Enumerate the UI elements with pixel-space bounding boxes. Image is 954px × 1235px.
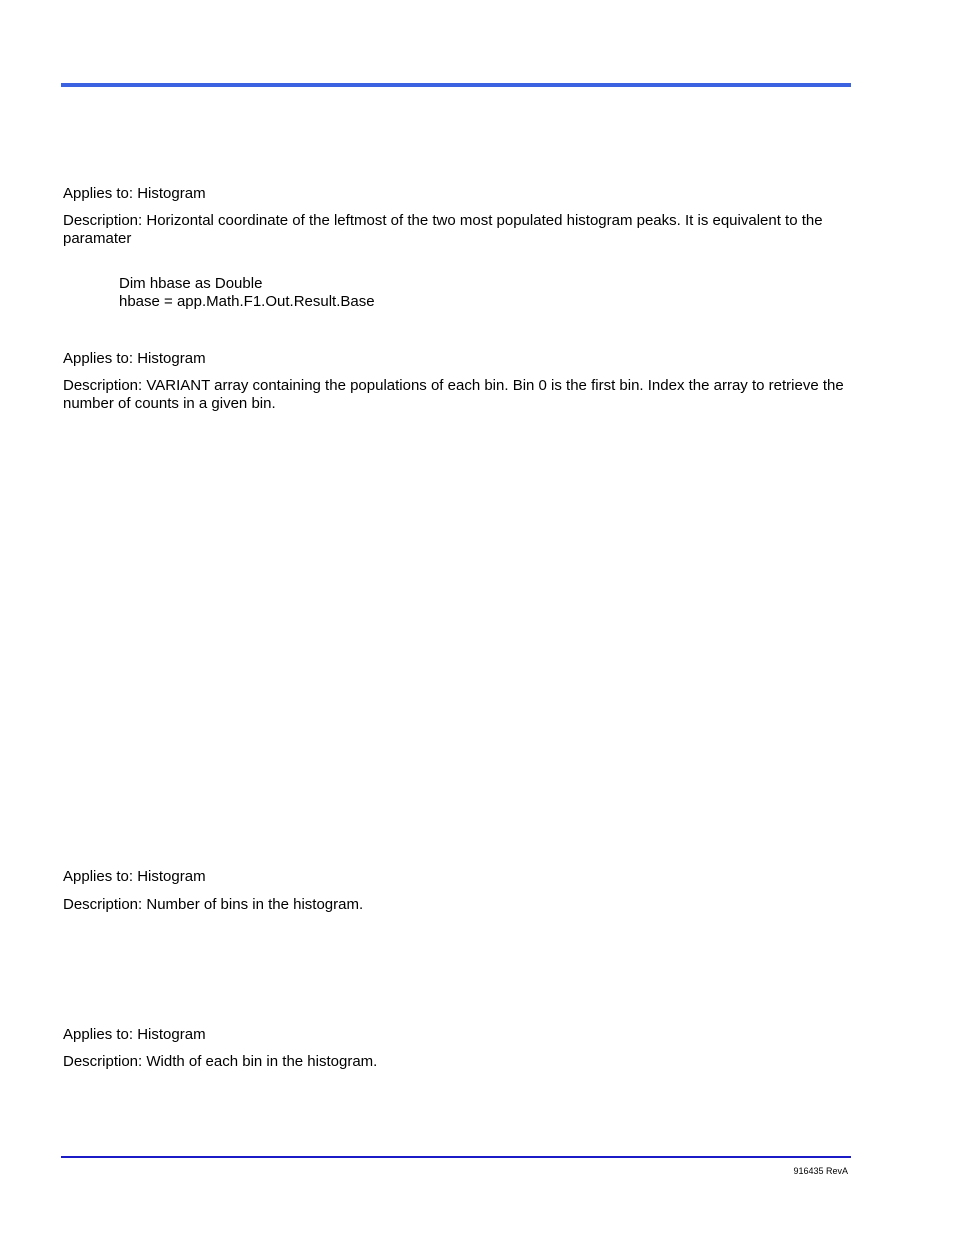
applies-to-label: Applies to: Histogram: [63, 1026, 206, 1043]
description-text: Description: Width of each bin in the histogram.: [63, 1053, 378, 1070]
code-line: Dim hbase as Double: [119, 275, 263, 292]
description-text: Description: Number of bins in the histogram.: [63, 896, 364, 913]
description-text: Description: VARIANT array containing the populations of each bin. Bin 0 is the first bin. Index the array to retrieve the number of counts in a given bin.: [63, 377, 844, 412]
header-rule: [61, 83, 851, 87]
applies-to-label: Applies to: Histogram: [63, 185, 206, 202]
description-text: Description: Horizontal coordinate of the leftmost of the two most populated histogram peaks. It is equivalent to the paramater: [63, 212, 823, 247]
footer-rule: [61, 1156, 851, 1158]
document-number: 916435 RevA: [793, 1166, 848, 1176]
applies-to-label: Applies to: Histogram: [63, 350, 206, 367]
code-line: hbase = app.Math.F1.Out.Result.Base: [119, 293, 375, 310]
applies-to-label: Applies to: Histogram: [63, 868, 206, 885]
